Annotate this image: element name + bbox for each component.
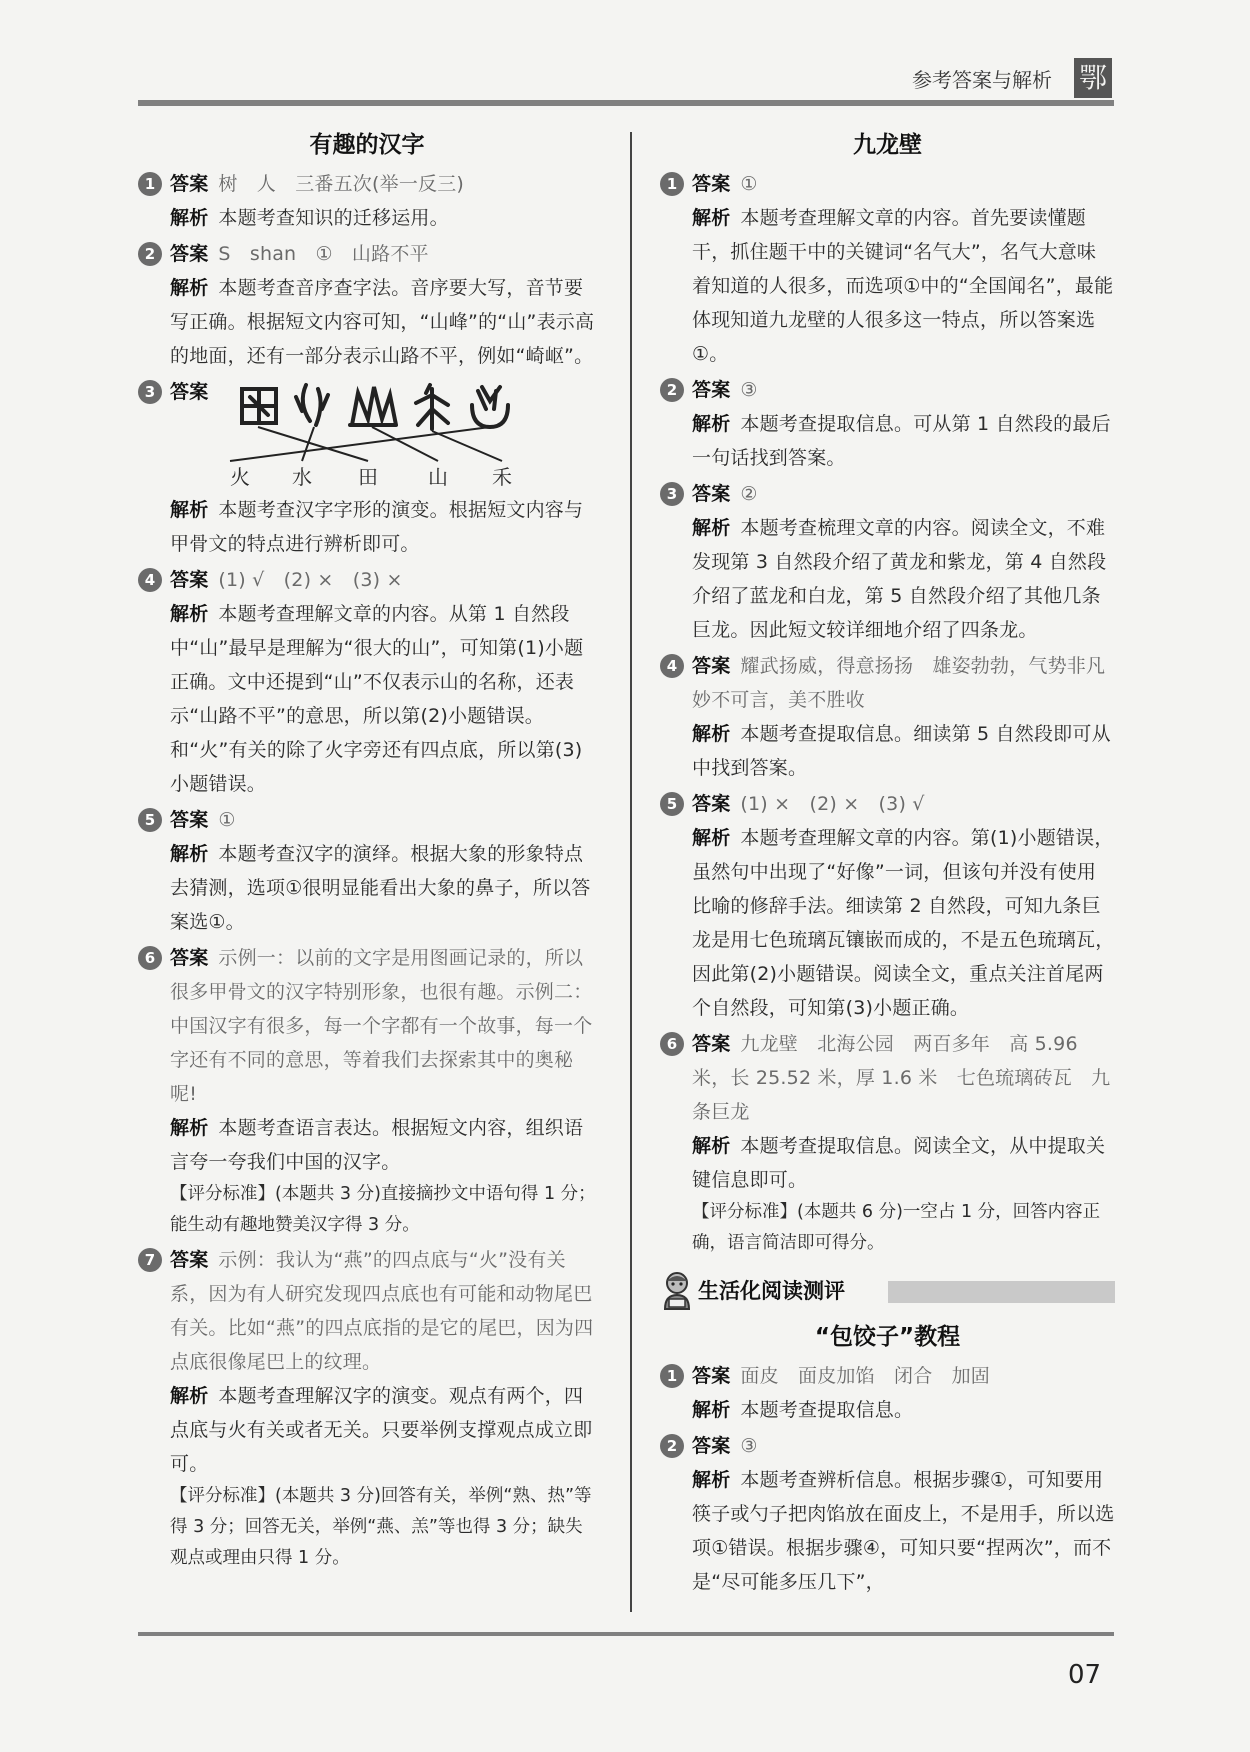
- label-field: 田: [358, 465, 378, 489]
- answer-label: 答案: [692, 483, 731, 505]
- label-fire: 火: [230, 465, 250, 489]
- scoring-standard: 【评分标准】(本题共 3 分)直接摘抄文中语句得 1 分；能生动有趣地赞美汉字得 3 分。: [170, 1184, 596, 1235]
- question-item: [660, 1027, 1115, 1259]
- answer-label: 答案: [692, 1033, 731, 1055]
- answer-text: 九龙壁 北海公园 两百多年 高 5.96 米，长 25.52 米，厚 1.6 米 七色琉璃砖瓦 九条巨龙: [692, 1033, 1111, 1123]
- question-item: [660, 649, 1125, 785]
- analysis-text: 本题考查汉字字形的演变。根据短文内容与甲骨文的特点进行辨析即可。: [170, 499, 584, 555]
- right-column: [660, 125, 1125, 1601]
- analysis-text: 本题考查汉字的演绎。根据大象的形象特点去猜测，选项①很明显能看出大象的鼻子，所以答案选①。: [170, 843, 591, 933]
- left-column: [138, 125, 596, 1576]
- question-number: 5: [138, 808, 162, 832]
- answer-label: 答案: [692, 1435, 731, 1457]
- question-item: [660, 167, 1115, 371]
- question-number: 2: [660, 378, 684, 402]
- analysis-text: 本题考查理解汉字的演变。观点有两个，四点底与火有关或者无关。只要举例支撑观点成立即可。: [170, 1385, 593, 1475]
- subsection-title: “包饺子”教程: [814, 1324, 961, 1350]
- section-title-left: 有趣的汉字: [309, 132, 425, 158]
- answer-text: ①: [218, 809, 236, 831]
- question-item: [138, 1243, 596, 1574]
- question-item: [138, 237, 596, 373]
- question-number: 2: [138, 242, 162, 266]
- section-title-right: 九龙壁: [853, 132, 922, 158]
- top-rule: [138, 100, 1114, 106]
- analysis-text: 本题考查提取信息。: [740, 1399, 914, 1421]
- analysis-label: 解析: [692, 827, 731, 849]
- question-number: 6: [138, 946, 162, 970]
- answer-text: 耀武扬威，得意扬扬 雄姿勃勃，气势非凡 妙不可言，美不胜收: [692, 655, 1125, 711]
- answer-text: 示例一：以前的文字是用图画记录的，所以很多甲骨文的汉字特别形象，也很有趣。示例二：中国汉字有很多，每一个字都有一个故事，每一个字还有不同的意思，等着我们去探索其中的奥秘呢!: [170, 947, 593, 1105]
- oracle-labels: [230, 461, 550, 491]
- analysis-text: 本题考查理解文章的内容。从第 1 自然段中“山”最早是理解为“很大的山”，可知第(1)小题正确。文中还提到“山”不仅表示山的名称，还表示“山路不平”的意思，所以第(2)小题错误。和“火”有关的除了火字旁还有四点底，所以第(3)小题错误。: [170, 603, 584, 795]
- oracle-matching-diagram: [210, 375, 596, 493]
- analysis-text: 本题考查知识的迁移运用。: [218, 207, 449, 229]
- answer-label: 答案: [170, 569, 209, 591]
- analysis-label: 解析: [692, 1469, 731, 1491]
- analysis-text: 本题考查提取信息。可从第 1 自然段的最后一句话找到答案。: [692, 413, 1111, 469]
- question-number: 5: [660, 792, 684, 816]
- question-number: 1: [138, 172, 162, 196]
- answer-label: 答案: [692, 1365, 731, 1387]
- column-divider: [630, 132, 632, 1612]
- section-banner: [660, 1269, 1115, 1315]
- analysis-label: 解析: [692, 413, 731, 435]
- header-badge: 鄂: [1074, 58, 1112, 98]
- question-item: [138, 375, 596, 561]
- answer-label: 答案: [692, 655, 731, 677]
- answer-label: 答案: [170, 243, 209, 265]
- analysis-label: 解析: [692, 517, 731, 539]
- analysis-text: 本题考查梳理文章的内容。阅读全文，不难发现第 3 自然段介绍了黄龙和紫龙，第 4 自然段介绍了蓝龙和白龙，第 5 自然段介绍了其他几条巨龙。因此短文较详细地介绍了四条龙。: [692, 517, 1107, 641]
- answer-label: 答案: [170, 173, 209, 195]
- analysis-label: 解析: [170, 603, 209, 625]
- question-item: [660, 373, 1115, 475]
- answer-label: 答案: [170, 381, 209, 403]
- question-item: [660, 477, 1115, 647]
- answer-text: (1) √ (2) × (3) ×: [218, 569, 403, 591]
- analysis-label: 解析: [692, 1135, 731, 1157]
- answer-text: 示例：我认为“燕”的四点底与“火”没有关系，因为有人研究发现四点底也有可能和动物尾巴有关。比如“燕”的四点底指的是它的尾巴，因为四点底很像尾巴上的纹理。: [170, 1249, 594, 1373]
- analysis-text: 本题考查理解文章的内容。第(1)小题错误，虽然句中出现了“好像”一词，但该句并没有使用比喻的修辞手法。细读第 2 自然段，可知九条巨龙是用七色琉璃瓦镶嵌而成的，不是五色琉璃瓦，因此第(2)小题错误。阅读全文，重点关注首尾两个自然段，可知第(3)小题正确。: [692, 827, 1115, 1019]
- label-water: 水: [292, 465, 312, 489]
- label-grain: 禾: [492, 465, 512, 489]
- answer-text: (1) × (2) × (3) √: [740, 793, 925, 815]
- answer-label: 答案: [692, 793, 731, 815]
- banner-title: 生活化阅读测评: [698, 1279, 845, 1303]
- question-item: [138, 167, 596, 235]
- header-title: 参考答案与解析: [912, 68, 1052, 92]
- answer-label: 答案: [170, 947, 209, 969]
- analysis-text: 本题考查辨析信息。根据步骤①，可知要用筷子或勺子把肉馅放在面皮上，不是用手，所以选项①错误。根据步骤④，可知只要“捏两次”，而不是“尽可能多压几下”，: [692, 1469, 1115, 1593]
- analysis-label: 解析: [170, 1385, 209, 1407]
- analysis-text: 本题考查理解文章的内容。首先要读懂题干，抓住题干中的关键词“名气大”，名气大意味着知道的人很多，而选项①中的“全国闻名”，最能体现知道九龙壁的人很多这一特点，所以答案选①。: [692, 207, 1114, 365]
- analysis-text: 本题考查音序查字法。音序要大写，音节要写正确。根据短文内容可知，“山峰”的“山”表示高的地面，还有一部分表示山路不平，例如“崎岖”。: [170, 277, 595, 367]
- answer-text: ③: [740, 1435, 758, 1457]
- question-number: 1: [660, 1364, 684, 1388]
- analysis-label: 解析: [692, 723, 731, 745]
- analysis-label: 解析: [692, 1399, 731, 1421]
- question-number: 1: [660, 172, 684, 196]
- question-item: [660, 1359, 1115, 1427]
- bottom-rule: [138, 1632, 1114, 1636]
- question-item: [138, 563, 596, 801]
- answer-label: 答案: [170, 809, 209, 831]
- analysis-label: 解析: [170, 277, 209, 299]
- label-mountain: 山: [428, 465, 448, 489]
- question-item: [660, 787, 1115, 1025]
- analysis-label: 解析: [692, 207, 731, 229]
- answer-text: ②: [740, 483, 758, 505]
- question-item: [138, 803, 596, 939]
- answer-text: 树 人 三番五次(举一反三): [218, 173, 465, 195]
- answer-label: 答案: [692, 379, 731, 401]
- question-number: 4: [138, 568, 162, 592]
- question-number: 3: [660, 482, 684, 506]
- answer-label: 答案: [170, 1249, 209, 1271]
- question-number: 7: [138, 1248, 162, 1272]
- analysis-label: 解析: [170, 207, 209, 229]
- question-item: [660, 1429, 1115, 1599]
- analysis-label: 解析: [170, 499, 209, 521]
- student-reading-icon: [660, 1271, 694, 1311]
- question-item: [138, 941, 596, 1241]
- answer-text: S shan ① 山路不平: [218, 243, 429, 265]
- question-number: 6: [660, 1032, 684, 1056]
- analysis-label: 解析: [170, 1117, 209, 1139]
- answer-text: 面皮 面皮加馅 闭合 加固: [740, 1365, 991, 1387]
- answer-text: ①: [740, 173, 758, 195]
- page-number: 07: [1068, 1660, 1102, 1690]
- question-number: 3: [138, 380, 162, 404]
- analysis-text: 本题考查提取信息。细读第 5 自然段即可从中找到答案。: [692, 723, 1111, 779]
- analysis-text: 本题考查语言表达。根据短文内容，组织语言夸一夸我们中国的汉字。: [170, 1117, 584, 1173]
- answer-label: 答案: [692, 173, 731, 195]
- analysis-label: 解析: [170, 843, 209, 865]
- scoring-standard: 【评分标准】(本题共 6 分)一空占 1 分，回答内容正确，语言简洁即可得分。: [692, 1202, 1101, 1253]
- analysis-text: 本题考查提取信息。阅读全文，从中提取关键信息即可。: [692, 1135, 1106, 1191]
- question-number: 4: [660, 654, 684, 678]
- question-number: 2: [660, 1434, 684, 1458]
- scoring-standard: 【评分标准】(本题共 3 分)回答有关，举例“熟、热”等得 3 分；回答无关，举例“燕、羔”等也得 3 分；缺失观点或理由只得 1 分。: [170, 1486, 592, 1568]
- answer-text: ③: [740, 379, 758, 401]
- banner-bar: [888, 1281, 1115, 1303]
